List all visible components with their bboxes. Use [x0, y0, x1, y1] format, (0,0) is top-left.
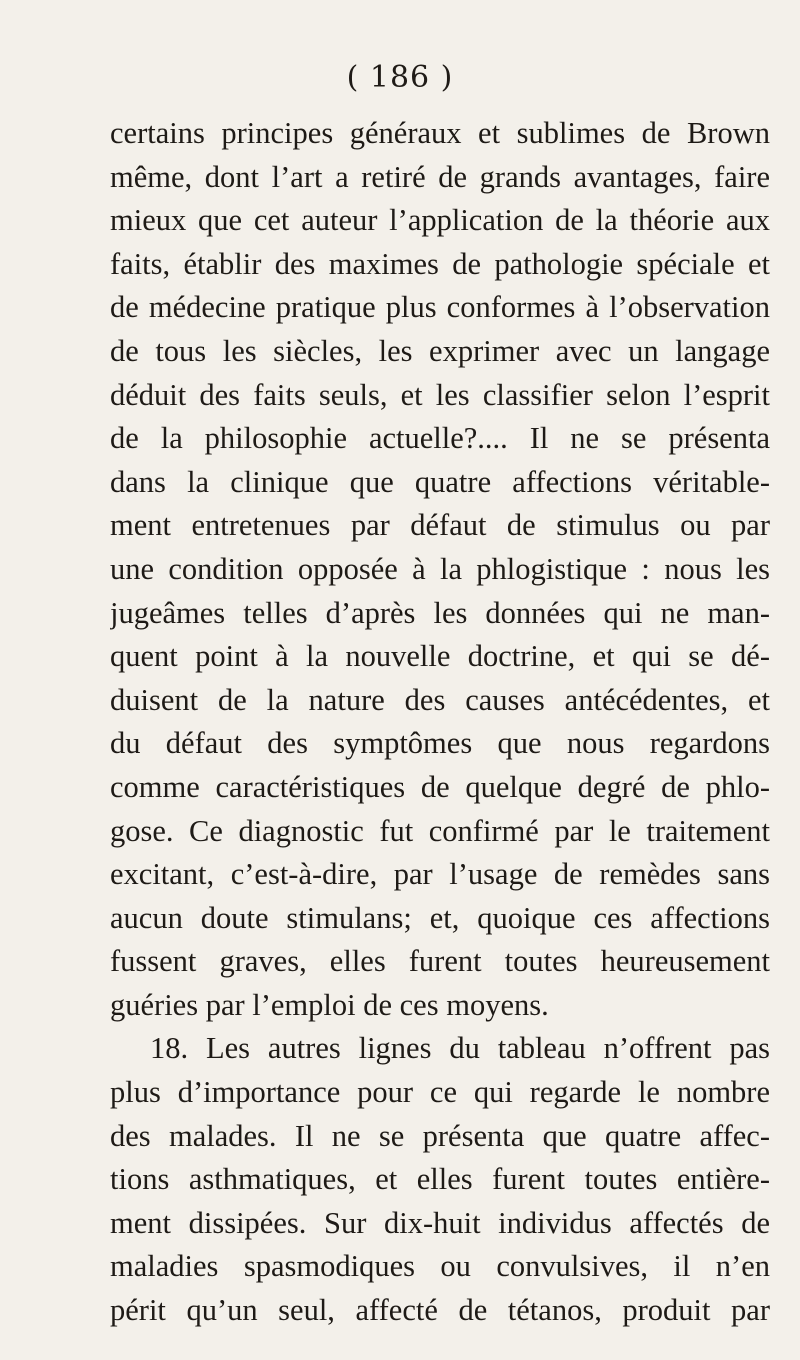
text-line: faits, établir des maximes de pathologie spéciale et — [110, 246, 770, 281]
text-line: une condition opposée à la phlogistique : nous les — [110, 551, 770, 586]
text-line: mieux que cet auteur l’application de la théorie aux — [110, 203, 770, 238]
text-line: fussent graves, elles furent toutes heureusement — [110, 944, 770, 979]
text-line: périt qu’un seul, affecté de tétanos, produit par — [110, 1293, 770, 1328]
paragraph-start-line: 18. Les autres lignes du tableau n’offrent pas — [150, 1031, 770, 1066]
text-line: des malades. Il ne se présenta que quatre affec- — [110, 1118, 770, 1153]
text-line: certains principes généraux et sublimes de Brown — [110, 116, 770, 150]
text-line: excitant, c’est-à-dire, par l’usage de remèdes sans — [110, 857, 770, 892]
text-line: maladies spasmodiques ou convulsives, il n’en — [110, 1249, 770, 1284]
text-line: comme caractéristiques de quelque degré de phlo- — [110, 769, 770, 804]
text-line: même, dont l’art a retiré de grands avantages, faire — [110, 159, 770, 194]
text-line: tions asthmatiques, et elles furent toutes entière- — [110, 1162, 770, 1197]
text-line: aucun doute stimulans; et, quoique ces affections — [110, 900, 770, 935]
text-line: guéries par l’emploi de ces moyens. — [110, 987, 549, 1022]
text-line: dans la clinique que quatre affections véritable- — [110, 464, 770, 499]
text-line: de médecine pratique plus conformes à l’observation — [110, 290, 770, 325]
page-number: ( 186 ) — [346, 60, 454, 95]
text-line: du défaut des symptômes que nous regardons — [110, 726, 770, 761]
body-text — [110, 112, 770, 1333]
text-line: jugeâmes telles d’après les données qui ne man- — [110, 595, 770, 630]
text-line: déduit des faits seuls, et les classifier selon l’esprit — [110, 377, 770, 412]
text-line: gose. Ce diagnostic fut confirmé par le traitement — [110, 813, 770, 848]
text-line: quent point à la nouvelle doctrine, et qui se dé- — [110, 639, 770, 674]
text-line: plus d’importance pour ce qui regarde le nombre — [110, 1075, 770, 1110]
text-line: duisent de la nature des causes antécédentes, et — [110, 682, 770, 717]
text-line: ment dissipées. Sur dix-huit individus affectés de — [110, 1205, 770, 1240]
text-line: ment entretenues par défaut de stimulus ou par — [110, 508, 770, 543]
text-line: de tous les siècles, les exprimer avec un langage — [110, 333, 770, 368]
text-line: de la philosophie actuelle?.... Il ne se présenta — [110, 421, 770, 456]
